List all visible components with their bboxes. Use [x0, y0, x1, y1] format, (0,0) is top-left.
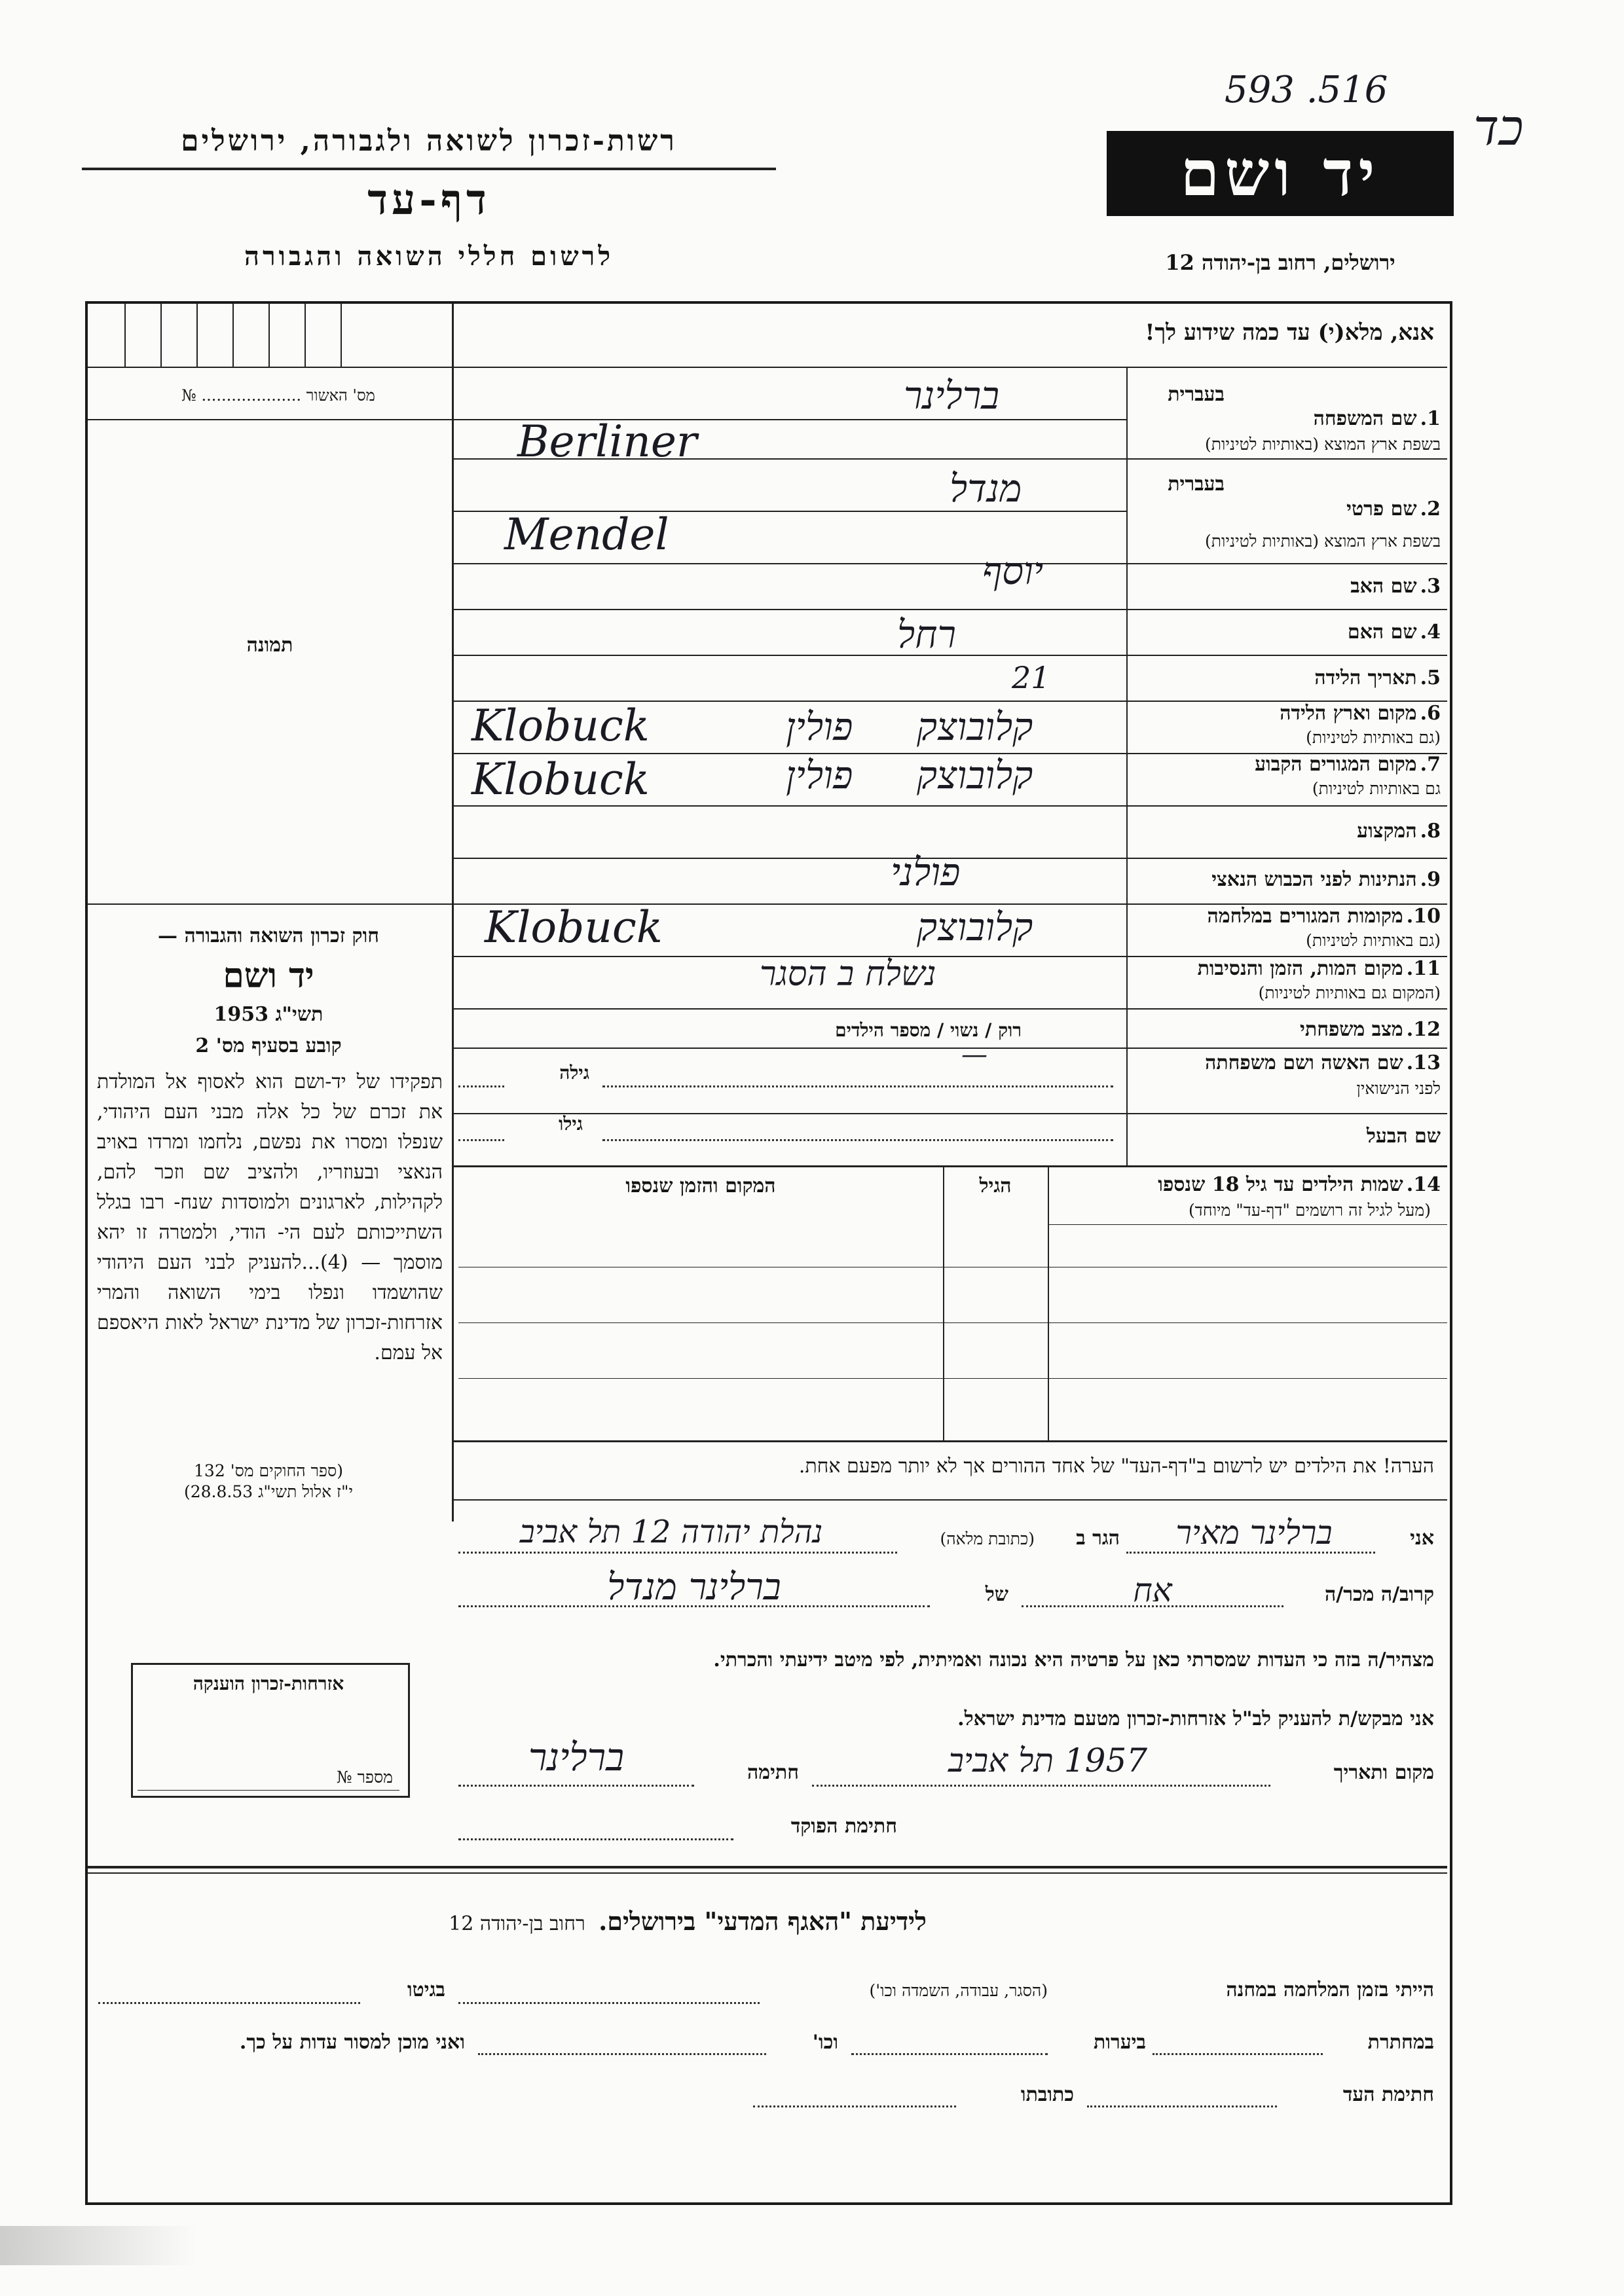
residence-country: פולין	[786, 753, 853, 797]
marital-options: רוק / נשוי / מספר הילדים	[835, 1019, 1022, 1041]
approval-number: מס' האשור .................... №	[181, 386, 375, 405]
birth-date: 21	[1012, 660, 1050, 695]
marital-value: —	[961, 1040, 987, 1070]
hebrew-tag-2: בעברית	[1168, 473, 1225, 496]
bottom-title-line	[196, 1906, 1179, 1937]
relation-value: אח	[1133, 1571, 1172, 1609]
mother-name: רחל	[897, 612, 956, 657]
surname-latin: Berliner	[517, 416, 697, 467]
field-1-label	[1133, 407, 1441, 430]
bottom-title: לידיעת "האגף המדעי" בירושלים.	[599, 1906, 927, 1936]
field-1-sub: בשפת ארץ המוצא (באותיות לטיניות)	[1205, 435, 1441, 454]
place-date-value: 1957 תל אביב	[948, 1741, 1148, 1779]
bottom-line2-underground: במחתרת	[1367, 2031, 1434, 2054]
bottom-line2-ready: ואני מוכן למסור עדות על כך.	[239, 2031, 465, 2054]
law-source-1: (ספר החוקים מס' 132	[194, 1461, 343, 1480]
field-13-title: שם האשה ושם משפחתה	[1205, 1051, 1403, 1074]
field-4-label	[1133, 621, 1441, 644]
field-7-title: מקום המגורים הקבוע	[1255, 753, 1417, 776]
field-6-title: מקום וארץ הלידה	[1280, 702, 1417, 725]
declaration-resides: הגר ב	[1076, 1527, 1120, 1550]
yad-vashem-logo: יד ושם	[1107, 131, 1454, 216]
relative-label: קרוב/ה מכר/ה	[1325, 1583, 1434, 1606]
photo-label: תמונה	[246, 634, 293, 657]
field-2-num: 2.	[1420, 498, 1441, 520]
residence-latin: Klobuck	[471, 754, 650, 805]
field-14-title: שמות הילדים עד גיל 18 שנספו	[1158, 1173, 1403, 1196]
field-7-label	[1133, 753, 1441, 776]
bottom-line1-ghetto: בגיטו	[407, 1978, 445, 2001]
field-6-label	[1133, 702, 1441, 725]
bottom-line2-etc: וכו'	[812, 2031, 838, 2054]
bottom-line1-types: (הסגר, עבודה, השמדה וכו')	[869, 1981, 1048, 2000]
wife-age-label: גילה	[559, 1062, 589, 1084]
corner-mark: כד	[1473, 98, 1524, 156]
field-7-sub: גם באותיות לטיניות)	[1312, 779, 1441, 798]
field-3-num: 3.	[1420, 575, 1441, 598]
birthplace-hebrew: קלובוצק	[917, 704, 1033, 749]
birth-country: פולין	[786, 704, 853, 749]
field-12-label	[1133, 1018, 1441, 1041]
field-13-num: 13.	[1406, 1051, 1441, 1074]
surname-hebrew: ברלינר	[904, 373, 1000, 418]
intro-text: אנא, מלא(י) עד כמה שידוע לך!	[1145, 319, 1434, 346]
wartime-residence-latin: Klobuck	[485, 902, 663, 953]
field-12-title: מצב משפחתי	[1300, 1018, 1403, 1041]
declaration-statement: מצהיר/ה בזה כי העדות שמסרתי כאן על פרטיה היא נכונה ואמיתית, לפי מיטב ידיעתי והכרתי.	[713, 1649, 1434, 1671]
place-date-label: מקום ותאריך	[1333, 1761, 1434, 1784]
field-3-title: שם האב	[1350, 575, 1417, 598]
field-2-title: שם פרטי	[1346, 498, 1417, 520]
hebrew-tag-1: בעברית	[1168, 383, 1225, 406]
field-8-label	[1133, 820, 1441, 843]
field-11-title: מקום המות, הזמן והנסיבות	[1197, 957, 1403, 980]
field-10-label	[1133, 905, 1441, 928]
law-section: קובע בסעיף מס' 2	[195, 1034, 342, 1057]
citizenship-box-number: מספר №	[336, 1768, 393, 1787]
of-label: של	[985, 1583, 1008, 1606]
field-6-num: 6.	[1420, 702, 1441, 725]
law-name: יד ושם	[223, 956, 314, 996]
field-5-title: תאריך הלידה	[1314, 666, 1417, 689]
form-subtitle: לרשום חללי השואה והגבורה	[244, 241, 614, 272]
field-9-label	[1133, 868, 1441, 891]
father-name: יוסף	[982, 549, 1044, 593]
law-title: חוק זכרון השואה והגבורה —	[158, 924, 379, 947]
field-14-num: 14.	[1406, 1173, 1441, 1196]
first-name-hebrew: מנדל	[950, 466, 1022, 511]
children-col-place: המקום והזמן שנספו	[625, 1175, 776, 1197]
declaration-request: אני מבקש/ת להעניק לב"ל אזרחות-זכרון מטעם מדינת ישראל.	[957, 1707, 1434, 1730]
declarant-address: נהלת יהודה 12 תל אביב	[519, 1514, 823, 1550]
field-4-title: שם האם	[1347, 621, 1417, 644]
nationality: פולני	[891, 850, 961, 894]
field-3-label	[1133, 575, 1441, 598]
bottom-line3-witness: חתימת העד	[1342, 2083, 1434, 2106]
wartime-residence-hebrew: קלובוצק	[917, 905, 1033, 949]
citizenship-box-title: אזרחות-זכרון הוענקה	[193, 1673, 344, 1694]
official-signature-label: חתימת הפוקד	[790, 1815, 897, 1838]
field-5-num: 5.	[1420, 666, 1441, 689]
children-col-age: הגיל	[979, 1175, 1012, 1197]
of-value: ברלינר מנדל	[607, 1566, 781, 1609]
declarant-name: ברלינר מאיר	[1175, 1514, 1333, 1552]
husband-label: שם הבעל	[1366, 1125, 1441, 1148]
field-5-label	[1133, 666, 1441, 689]
field-12-num: 12.	[1406, 1018, 1441, 1041]
field-11-sub: (המקום גם באותיות לטיניות)	[1258, 983, 1441, 1002]
field-4-num: 4.	[1420, 621, 1441, 644]
logo-address: ירושלים, רחוב בן-יהודה 12	[1165, 250, 1395, 275]
field-6-sub: (גם באותיות לטיניות)	[1306, 728, 1441, 747]
field-10-sub: (גם באותיות לטיניות)	[1306, 931, 1441, 950]
law-year: תשי"ג 1953	[213, 1003, 323, 1026]
field-14-label	[1048, 1173, 1441, 1196]
residence-hebrew: קלובוצק	[917, 753, 1033, 797]
archive-number: 593 .516	[1225, 69, 1388, 111]
form-title: דף-עד	[367, 175, 490, 225]
org-line: רשות-זכרון לשואה ולגבורה, ירושלים	[181, 124, 677, 158]
first-name-latin: Mendel	[504, 509, 669, 560]
field-2-label	[1133, 498, 1441, 520]
bottom-line2-forests: ביערות	[1093, 2031, 1146, 2054]
field-11-num: 11.	[1406, 957, 1441, 980]
bottom-line1-camp: הייתי בזמן המלחמה במחנה	[1226, 1978, 1434, 2001]
signature-value: ברלינר	[528, 1735, 625, 1779]
bottom-address: רחוב בן-יהודה 12	[449, 1912, 585, 1935]
scan-smudge	[0, 2226, 196, 2265]
field-10-title: מקומות המגורים במלחמה	[1207, 905, 1403, 928]
field-1-title: שם המשפחה	[1313, 407, 1417, 430]
field-7-num: 7.	[1420, 753, 1441, 776]
field-10-num: 10.	[1406, 905, 1441, 928]
field-13-label	[1133, 1051, 1441, 1074]
law-source-2: י"ז אלול תשי"ג 28.8.53)	[183, 1482, 354, 1501]
signature-label: חתימה	[747, 1761, 799, 1784]
law-text: תפקידו של יד-ושם הוא לאסוף אל המולדת את זכרם של כל אלה מבני העם היהודי, שנפלו ומסרו את נפשם, נלחמו ומרדו באויב הנאצי ובעוזריו, ולהציב שם וזכר להם, לקהילות, לארגונים ולמוסדות שנח- רבו בגלל השתייכותם לעם הי- הודי, ולמטרה זו יהא מוסמך — (4)...להעניק לבני העם היהודי שהושמדו ונפלו בימי השואה והמרי אזרחות-זכרון של מדינת ישראל לאות היאספם אל עמם.	[97, 1070, 443, 1364]
field-9-title: הנתינות לפני הכבוש הנאצי	[1211, 868, 1417, 891]
field-11-label	[1133, 957, 1441, 980]
field-9-num: 9.	[1420, 868, 1441, 891]
field-8-title: המקצוע	[1357, 820, 1417, 843]
declaration-ani: אני	[1410, 1527, 1434, 1550]
field-14-sub: (מעל לגיל זה רושמים "דף-עד" מיוחד)	[1189, 1201, 1431, 1220]
birthplace-latin: Klobuck	[471, 701, 650, 751]
field-13-sub: לפני הנישואין	[1356, 1079, 1441, 1098]
bottom-line3-address: כתובתו	[1020, 2083, 1074, 2106]
note-text: הערה! את הילדים יש לרשום ב"דף-העד" של אחד ההורים אך לא יותר מפעם אחת.	[798, 1455, 1434, 1478]
field-8-num: 8.	[1420, 820, 1441, 843]
husband-age-label: גילו	[559, 1113, 583, 1135]
field-2-sub: בשפת ארץ המוצא (באותיות לטיניות)	[1205, 532, 1441, 551]
death-place: נשלח ב הסגר	[760, 955, 936, 994]
field-1-num: 1.	[1420, 407, 1441, 430]
declaration-address-label: (כתובת מלאה)	[940, 1529, 1035, 1548]
